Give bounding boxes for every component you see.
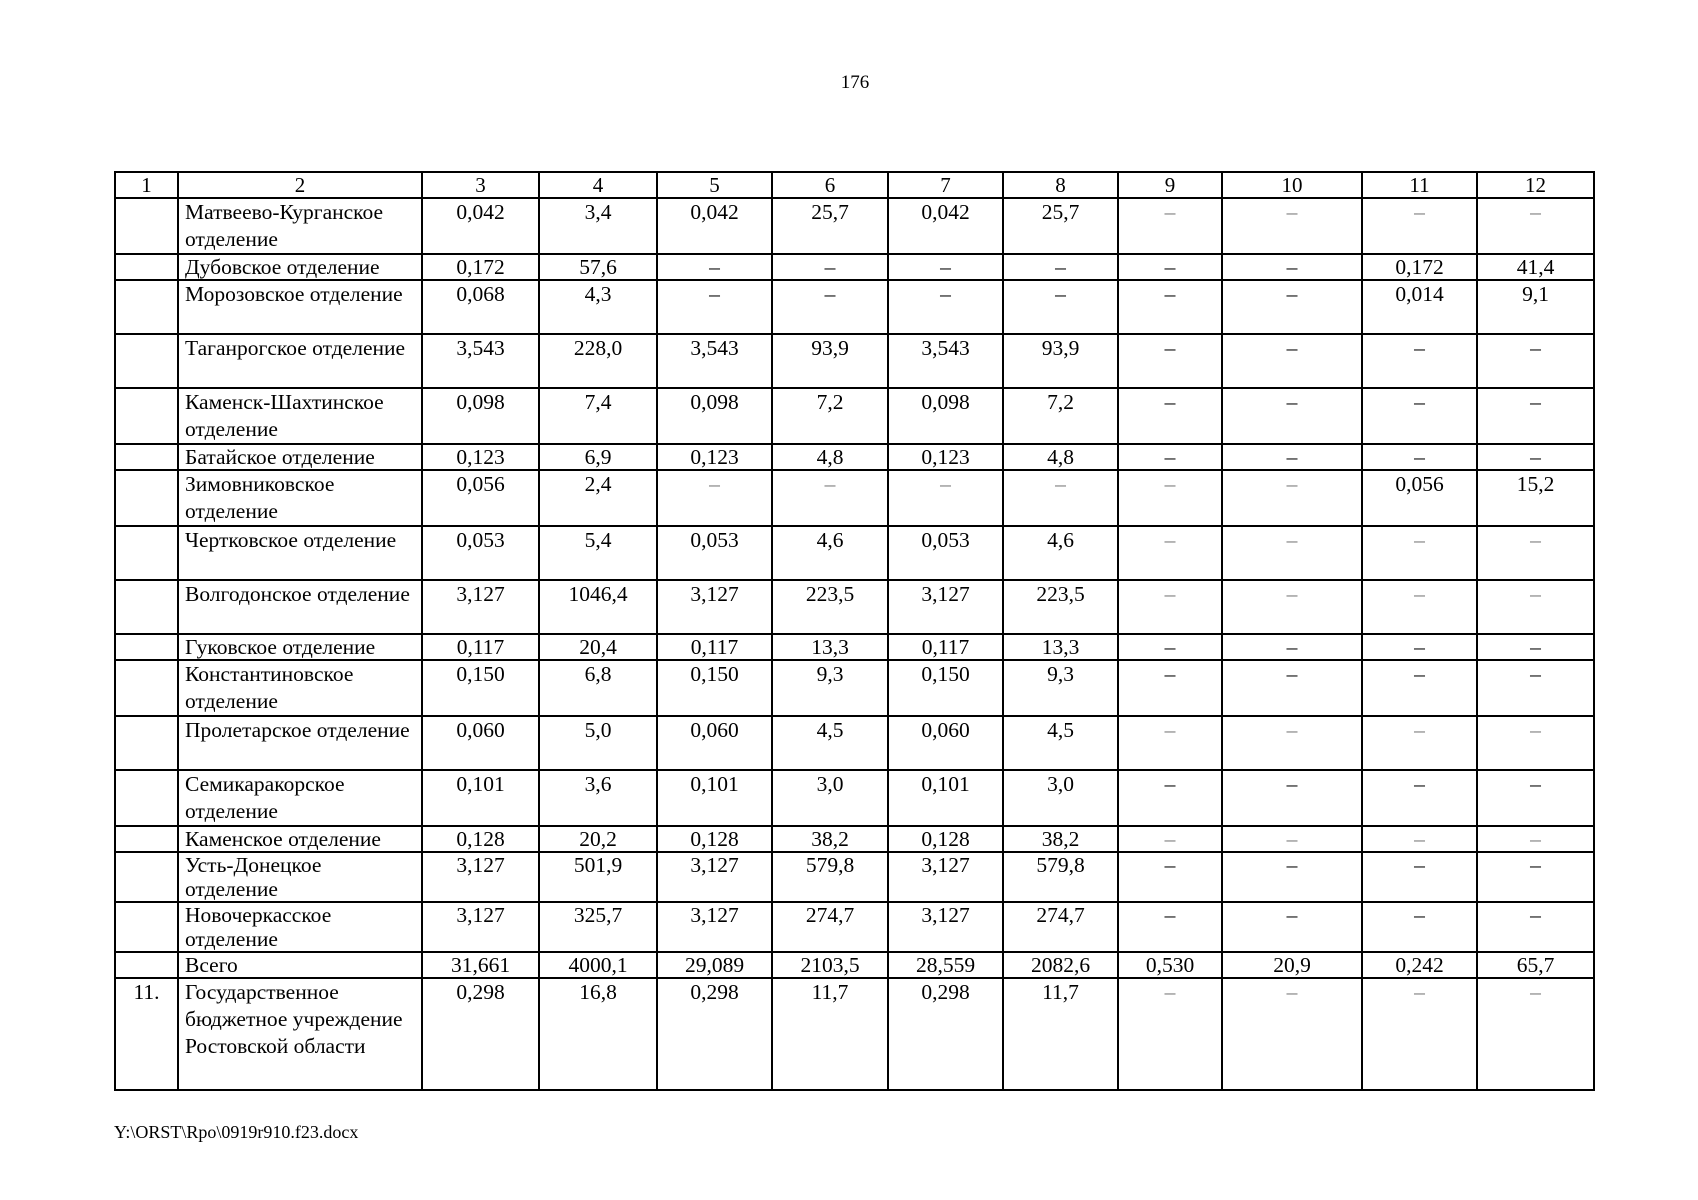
row-name-cell: Государственное бюджетное учреждение Ростовской области [178,978,422,1090]
value-cell: – [1362,334,1477,388]
row-number-cell [115,334,178,388]
value-cell: – [1003,254,1118,280]
page-number: 176 [840,72,870,93]
table-row [115,978,1594,1090]
value-cell: – [1477,826,1594,852]
value-cell: – [1118,660,1222,716]
row-name-cell: Константиновское отделение [178,660,422,716]
value-cell: 4,8 [772,444,888,470]
value-cell: 0,117 [422,634,539,660]
value-cell: 57,6 [539,254,657,280]
row-number-cell [115,526,178,580]
value-cell: 0,053 [657,526,772,580]
value-cell: 0,042 [888,198,1003,254]
value-cell: 579,8 [1003,852,1118,902]
value-cell: 93,9 [1003,334,1118,388]
column-number-header: 11 [1362,172,1477,198]
value-cell: – [1222,526,1362,580]
value-cell: 228,0 [539,334,657,388]
column-number-header: 9 [1118,172,1222,198]
value-cell: – [1477,580,1594,634]
table-header-row [115,172,1594,198]
value-cell: – [1118,716,1222,770]
value-cell: – [1362,716,1477,770]
value-cell: 38,2 [772,826,888,852]
row-name-cell: Зимовниковское отделение [178,470,422,526]
row-number-cell [115,660,178,716]
value-cell: 3,127 [888,580,1003,634]
value-cell: 0,101 [422,770,539,826]
value-cell: 41,4 [1477,254,1594,280]
value-cell: – [1222,280,1362,334]
value-cell: – [1477,716,1594,770]
value-cell: 3,127 [888,902,1003,952]
value-cell: – [1222,444,1362,470]
value-cell: – [1477,978,1594,1090]
value-cell: 0,098 [422,388,539,444]
value-cell: 31,661 [422,952,539,978]
value-cell: 0,242 [1362,952,1477,978]
value-cell: 4,5 [772,716,888,770]
value-cell: – [1222,634,1362,660]
value-cell: – [1222,716,1362,770]
value-cell: 0,101 [657,770,772,826]
value-cell: 65,7 [1477,952,1594,978]
value-cell: 5,4 [539,526,657,580]
value-cell: 223,5 [1003,580,1118,634]
row-number-cell [115,770,178,826]
value-cell: 325,7 [539,902,657,952]
value-cell: – [772,280,888,334]
value-cell: – [1118,580,1222,634]
value-cell: 11,7 [1003,978,1118,1090]
value-cell: 0,172 [422,254,539,280]
value-cell: – [1222,852,1362,902]
column-number-header: 6 [772,172,888,198]
value-cell: – [1362,902,1477,952]
column-number-header: 5 [657,172,772,198]
value-cell: 93,9 [772,334,888,388]
row-number-cell [115,716,178,770]
value-cell: – [1222,978,1362,1090]
data-table-container [114,171,1595,1091]
value-cell: 4,6 [1003,526,1118,580]
value-cell: 0,123 [888,444,1003,470]
value-cell: – [1362,978,1477,1090]
table-row [115,254,1594,280]
value-cell: 0,060 [657,716,772,770]
column-number-header: 8 [1003,172,1118,198]
value-cell: – [1362,580,1477,634]
value-cell: 1046,4 [539,580,657,634]
value-cell: – [1477,660,1594,716]
value-cell: 3,127 [888,852,1003,902]
row-number-cell [115,254,178,280]
value-cell: 0,053 [422,526,539,580]
value-cell: 3,127 [422,852,539,902]
value-cell: 0,098 [888,388,1003,444]
value-cell: 20,2 [539,826,657,852]
value-cell: – [1477,388,1594,444]
value-cell: 0,056 [422,470,539,526]
row-number-cell [115,852,178,902]
value-cell: – [1118,444,1222,470]
value-cell: 0,172 [1362,254,1477,280]
value-cell: 11,7 [772,978,888,1090]
value-cell: – [1222,660,1362,716]
value-cell: 3,127 [422,580,539,634]
value-cell: 274,7 [1003,902,1118,952]
value-cell: 3,0 [772,770,888,826]
value-cell: 3,4 [539,198,657,254]
value-cell: – [1118,198,1222,254]
row-number-cell [115,580,178,634]
value-cell: – [657,254,772,280]
row-number-cell [115,198,178,254]
value-cell: 0,117 [657,634,772,660]
table-body [115,172,1594,1090]
value-cell: 0,098 [657,388,772,444]
value-cell: 3,127 [657,580,772,634]
value-cell: – [888,254,1003,280]
row-name-cell: Матвеево-Курганское отделение [178,198,422,254]
row-number-cell [115,634,178,660]
value-cell: 2103,5 [772,952,888,978]
value-cell: 0,298 [657,978,772,1090]
value-cell: – [1362,634,1477,660]
value-cell: – [772,470,888,526]
row-number-cell [115,902,178,952]
table-row [115,388,1594,444]
value-cell: – [888,470,1003,526]
value-cell: 29,089 [657,952,772,978]
value-cell: 0,128 [422,826,539,852]
row-name-cell: Дубовское отделение [178,254,422,280]
value-cell: 3,543 [888,334,1003,388]
value-cell: 2082,6 [1003,952,1118,978]
value-cell: – [1118,902,1222,952]
value-cell: 0,298 [422,978,539,1090]
value-cell: 5,0 [539,716,657,770]
value-cell: – [657,280,772,334]
value-cell: 0,123 [657,444,772,470]
row-number-cell [115,444,178,470]
value-cell: – [1477,334,1594,388]
row-name-cell: Всего [178,952,422,978]
value-cell: 3,127 [657,852,772,902]
value-cell: 0,128 [657,826,772,852]
row-number-cell [115,388,178,444]
value-cell: – [1118,388,1222,444]
value-cell: 25,7 [1003,198,1118,254]
row-name-cell: Чертковское отделение [178,526,422,580]
value-cell: 7,2 [1003,388,1118,444]
value-cell: – [1362,388,1477,444]
row-number-cell [115,470,178,526]
value-cell: 0,298 [888,978,1003,1090]
value-cell: – [1477,444,1594,470]
value-cell: – [1222,826,1362,852]
row-name-cell: Гуковское отделение [178,634,422,660]
value-cell: 0,042 [657,198,772,254]
value-cell: 0,014 [1362,280,1477,334]
value-cell: – [1222,198,1362,254]
value-cell: – [772,254,888,280]
value-cell: 20,9 [1222,952,1362,978]
data-table [114,171,1595,1091]
value-cell: 9,3 [1003,660,1118,716]
value-cell: 7,4 [539,388,657,444]
value-cell: 579,8 [772,852,888,902]
value-cell: – [1222,254,1362,280]
table-row [115,852,1594,902]
value-cell: 0,060 [888,716,1003,770]
value-cell: 4,8 [1003,444,1118,470]
value-cell: 9,1 [1477,280,1594,334]
table-row [115,902,1594,952]
value-cell: – [1362,826,1477,852]
value-cell: 2,4 [539,470,657,526]
value-cell: 4000,1 [539,952,657,978]
value-cell: – [1222,902,1362,952]
value-cell: – [1118,526,1222,580]
value-cell: 0,128 [888,826,1003,852]
value-cell: – [1118,978,1222,1090]
value-cell: 0,042 [422,198,539,254]
value-cell: 16,8 [539,978,657,1090]
value-cell: 28,559 [888,952,1003,978]
value-cell: – [1362,770,1477,826]
row-name-cell: Пролетарское отделение [178,716,422,770]
value-cell: 13,3 [772,634,888,660]
value-cell: – [657,470,772,526]
value-cell: 0,068 [422,280,539,334]
row-name-cell: Батайское отделение [178,444,422,470]
table-row [115,198,1594,254]
value-cell: 223,5 [772,580,888,634]
value-cell: 0,150 [888,660,1003,716]
table-row [115,634,1594,660]
value-cell: 274,7 [772,902,888,952]
value-cell: – [1118,470,1222,526]
value-cell: – [1222,388,1362,444]
column-number-header: 3 [422,172,539,198]
value-cell: 0,150 [422,660,539,716]
value-cell: 7,2 [772,388,888,444]
value-cell: – [1222,580,1362,634]
value-cell: 4,6 [772,526,888,580]
value-cell: – [1222,770,1362,826]
row-name-cell: Волгодонское отделение [178,580,422,634]
value-cell: – [1118,634,1222,660]
row-name-cell: Новочеркасское отделение [178,902,422,952]
table-row [115,280,1594,334]
value-cell: 3,543 [422,334,539,388]
row-name-cell: Таганрогское отделение [178,334,422,388]
value-cell: – [888,280,1003,334]
value-cell: 6,8 [539,660,657,716]
value-cell: – [1362,660,1477,716]
value-cell: – [1477,902,1594,952]
value-cell: – [1118,826,1222,852]
footer-file-path: Y:\ORST\Rpo\0919r910.f23.docx [114,1122,359,1142]
table-row [115,580,1594,634]
value-cell: 20,4 [539,634,657,660]
column-number-header: 12 [1477,172,1594,198]
value-cell: – [1362,444,1477,470]
value-cell: – [1477,198,1594,254]
row-name-cell: Морозовское отделение [178,280,422,334]
table-row [115,334,1594,388]
value-cell: – [1477,770,1594,826]
value-cell: 0,060 [422,716,539,770]
value-cell: – [1118,280,1222,334]
table-row [115,660,1594,716]
value-cell: – [1222,470,1362,526]
value-cell: 3,127 [657,902,772,952]
value-cell: 6,9 [539,444,657,470]
value-cell: 4,5 [1003,716,1118,770]
row-number-cell [115,952,178,978]
value-cell: – [1477,526,1594,580]
row-name-cell: Каменское отделение [178,826,422,852]
table-row [115,770,1594,826]
table-row [115,444,1594,470]
value-cell: 3,543 [657,334,772,388]
value-cell: 0,056 [1362,470,1477,526]
value-cell: 38,2 [1003,826,1118,852]
row-name-cell: Семикаракорское отделение [178,770,422,826]
value-cell: 15,2 [1477,470,1594,526]
value-cell: – [1362,526,1477,580]
value-cell: 501,9 [539,852,657,902]
value-cell: 0,117 [888,634,1003,660]
column-number-header: 4 [539,172,657,198]
value-cell: 0,123 [422,444,539,470]
row-name-cell: Каменск-Шахтинское отделение [178,388,422,444]
value-cell: 0,530 [1118,952,1222,978]
column-number-header: 2 [178,172,422,198]
value-cell: 0,101 [888,770,1003,826]
value-cell: 3,6 [539,770,657,826]
row-number-cell [115,280,178,334]
table-row [115,470,1594,526]
value-cell: 4,3 [539,280,657,334]
value-cell: 13,3 [1003,634,1118,660]
value-cell: 0,053 [888,526,1003,580]
row-number-cell: 11. [115,978,178,1090]
value-cell: – [1118,852,1222,902]
value-cell: – [1362,198,1477,254]
column-number-header: 1 [115,172,178,198]
column-number-header: 10 [1222,172,1362,198]
column-number-header: 7 [888,172,1003,198]
table-row [115,952,1594,978]
value-cell: 0,150 [657,660,772,716]
value-cell: 3,127 [422,902,539,952]
value-cell: – [1362,852,1477,902]
value-cell: 3,0 [1003,770,1118,826]
value-cell: – [1477,634,1594,660]
value-cell: 9,3 [772,660,888,716]
table-row [115,826,1594,852]
table-row [115,716,1594,770]
value-cell: – [1118,770,1222,826]
value-cell: 25,7 [772,198,888,254]
row-name-cell: Усть-Донецкое отделение [178,852,422,902]
value-cell: – [1003,470,1118,526]
value-cell: – [1118,334,1222,388]
value-cell: – [1477,852,1594,902]
table-row [115,526,1594,580]
value-cell: – [1118,254,1222,280]
value-cell: – [1003,280,1118,334]
row-number-cell [115,826,178,852]
value-cell: – [1222,334,1362,388]
